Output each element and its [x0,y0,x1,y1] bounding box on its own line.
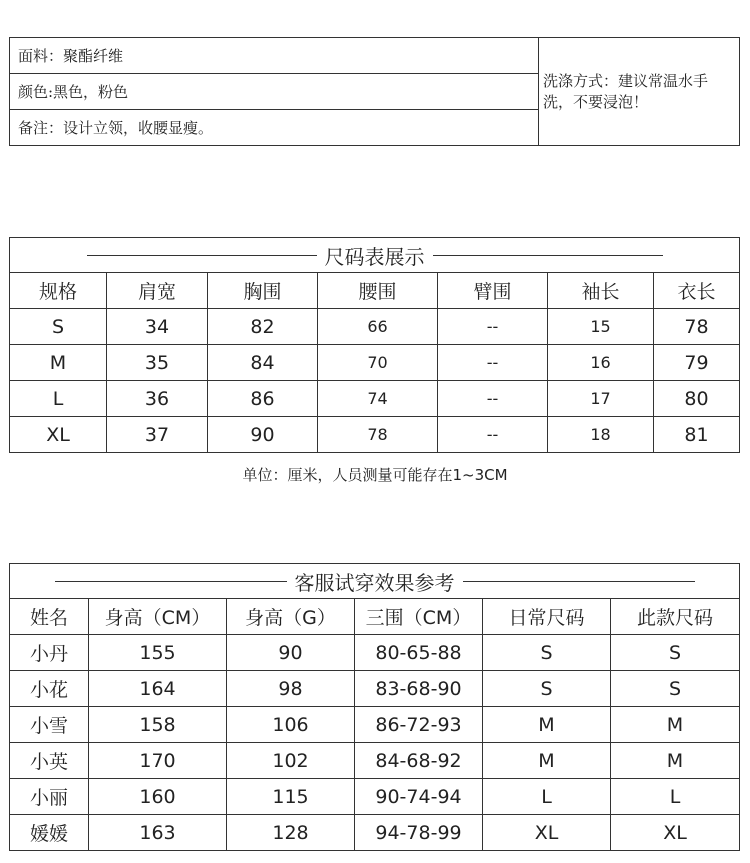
table-cell: 66 [318,309,438,345]
table-cell: XL [483,815,611,851]
table-cell: 90 [208,417,318,453]
table-cell: 84 [208,345,318,381]
table-row [10,779,740,815]
table-cell: 小丽 [10,779,89,815]
table-cell: 78 [318,417,438,453]
table-cell: L [10,381,107,417]
fit-table-title [10,564,740,599]
table-cell: 82 [208,309,318,345]
table-row [10,707,740,743]
table-cell: 79 [654,345,740,381]
table-cell: 163 [89,815,227,851]
washing-cell: 洗涤方式：建议常温水手洗，不要浸泡！ [539,38,740,146]
table-cell: 媛媛 [10,815,89,851]
table-cell: L [611,779,740,815]
table-cell: 小花 [10,671,89,707]
header-cell: 此款尺码 [611,599,740,635]
table-cell: 18 [548,417,654,453]
unit-note: 单位：厘米，人员测量可能存在1~3CM [242,466,508,484]
table-row [10,815,740,851]
header-cell: 身高（CM） [89,599,227,635]
divider [433,255,663,256]
table-cell: 小英 [10,743,89,779]
product-info-table [9,37,740,146]
table-row [10,671,740,707]
table-cell: 34 [107,309,208,345]
table-cell: 170 [89,743,227,779]
table-cell: 17 [548,381,654,417]
header-cell: 三围（CM） [355,599,483,635]
table-cell: S [10,309,107,345]
table-cell: 15 [548,309,654,345]
table-cell: S [611,671,740,707]
table-cell: 94-78-99 [355,815,483,851]
header-row [10,599,740,635]
header-cell: 衣长 [654,273,740,309]
table-cell: 98 [227,671,355,707]
fit-reference-table [9,563,740,851]
table-cell: 90-74-94 [355,779,483,815]
table-cell: S [611,635,740,671]
table-cell: 158 [89,707,227,743]
table-cell: 37 [107,417,208,453]
table-cell: 80-65-88 [355,635,483,671]
table-row [10,345,740,381]
table-cell: 90 [227,635,355,671]
table-row [10,635,740,671]
table-cell: XL [611,815,740,851]
table-cell: -- [438,345,548,381]
header-cell: 规格 [10,273,107,309]
table-cell: 小雪 [10,707,89,743]
table-cell: 102 [227,743,355,779]
table-row [10,309,740,345]
table-cell: 86-72-93 [355,707,483,743]
table-cell: M [611,707,740,743]
table-cell: 83-68-90 [355,671,483,707]
table-row [10,417,740,453]
table-cell: -- [438,309,548,345]
table-cell: 35 [107,345,208,381]
table-cell: 106 [227,707,355,743]
divider [55,581,287,582]
table-row [10,381,740,417]
header-cell: 袖长 [548,273,654,309]
table-cell: 70 [318,345,438,381]
table-cell: 16 [548,345,654,381]
table-cell: 小丹 [10,635,89,671]
table-cell: M [483,707,611,743]
table-cell: M [611,743,740,779]
table-cell: 160 [89,779,227,815]
table-cell: S [483,635,611,671]
header-cell: 日常尺码 [483,599,611,635]
size-table-title [10,238,740,273]
header-cell: 肩宽 [107,273,208,309]
table-cell: -- [438,381,548,417]
size-table [9,237,740,453]
table-cell: S [483,671,611,707]
header-cell: 腰围 [318,273,438,309]
table-cell: 81 [654,417,740,453]
table-cell: 78 [654,309,740,345]
table-cell: L [483,779,611,815]
header-cell: 臂围 [438,273,548,309]
divider [463,581,695,582]
table-cell: 36 [107,381,208,417]
table-cell: 155 [89,635,227,671]
table-cell: M [10,345,107,381]
header-cell: 身高（G） [227,599,355,635]
title-text: 客服试穿效果参考 [294,570,455,595]
table-cell: -- [438,417,548,453]
table-cell: 164 [89,671,227,707]
color-cell: 颜色:黑色，粉色 [10,74,539,110]
table-cell: 128 [227,815,355,851]
table-cell: 115 [227,779,355,815]
divider [87,255,317,256]
header-row [10,273,740,309]
table-cell: 84-68-92 [355,743,483,779]
table-cell: 80 [654,381,740,417]
header-cell: 姓名 [10,599,89,635]
title-text: 尺码表展示 [324,244,425,269]
fabric-cell: 面料：聚酯纤维 [10,38,539,74]
table-cell: XL [10,417,107,453]
table-cell: M [483,743,611,779]
table-cell: 74 [318,381,438,417]
table-row [10,743,740,779]
remark-cell: 备注：设计立领，收腰显瘦。 [10,110,539,146]
table-cell: 86 [208,381,318,417]
header-cell: 胸围 [208,273,318,309]
